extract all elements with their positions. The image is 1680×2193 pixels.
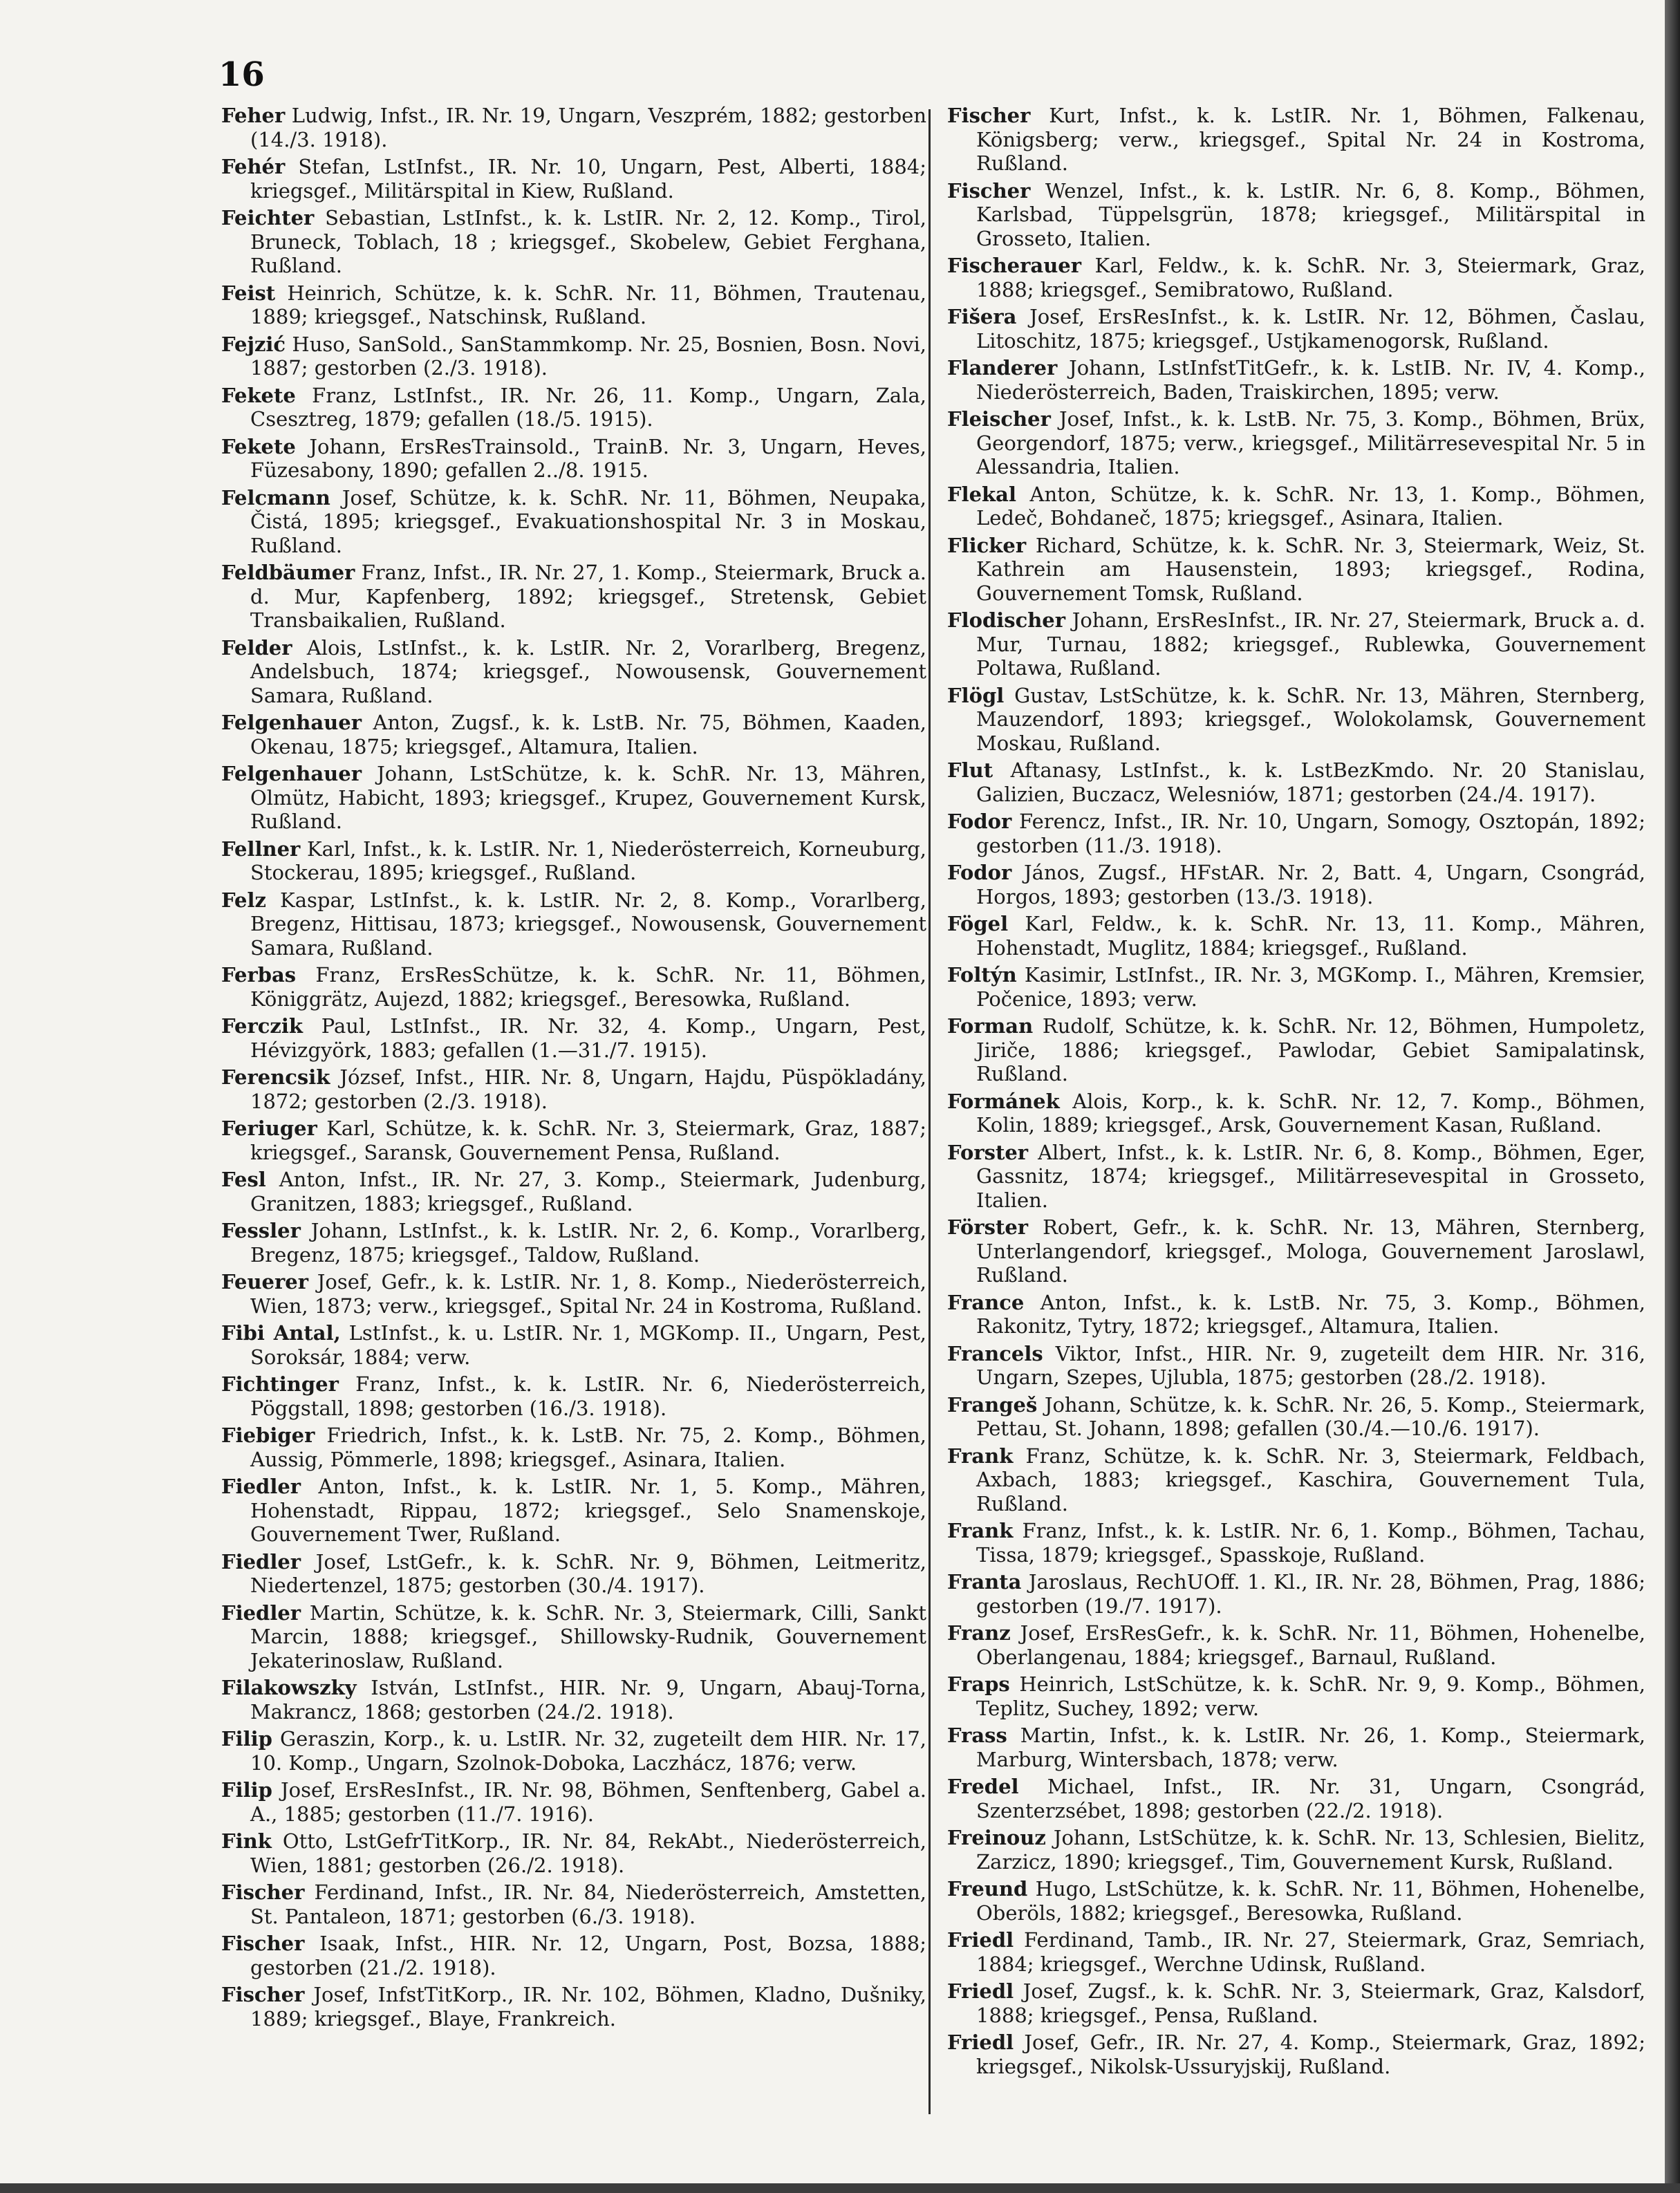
entry-surname: Filip [221,1727,272,1751]
entry-surname: Ferbas [221,963,297,987]
register-entry [221,1727,926,1775]
entry-surname: Ferczik [221,1014,303,1038]
entry-surname: Flodischer [947,608,1066,632]
entry-details: Martin, Schütze, k. k. SchR. Nr. 3, Steiermark, Cilli, Sankt Marcin, 1888; kriegsgef., Shillowsky-Rudnik, Gouvernement Jekaterinoslaw, Rußland. [250,1601,926,1672]
entry-details: Josef, ErsResInfst., IR. Nr. 98, Böhmen, Senftenberg, Gabel a. A., 1885; gestorben (11./7. 1916). [250,1778,926,1826]
register-entry [221,1983,926,2031]
entry-surname: Feuerer [221,1270,308,1294]
entry-surname: Foltýn [947,963,1017,987]
entry-details: Josef, Gefr., k. k. LstIR. Nr. 1, 8. Komp., Niederösterreich, Wien, 1873; verw., kriegsgef., Spital Nr. 24 in Kostroma, Rußland. [250,1270,926,1318]
register-entry [947,912,1645,960]
register-entry [947,104,1645,176]
entry-details: József, Infst., HIR. Nr. 8, Ungarn, Hajdu, Püspökladány, 1872; gestorben (2./3. 1918). [250,1065,926,1113]
entry-details: Isaak, Infst., HIR. Nr. 12, Ungarn, Post, Bozsa, 1888; gestorben (21./2. 1918). [250,1932,926,1979]
entry-surname: Flicker [947,533,1027,557]
entry-details: Alois, LstInfst., k. k. LstIR. Nr. 2, Vorarlberg, Bregenz, Andelsbuch, 1874; kriegsgef., Nowousensk, Gouvernement Samara, Rußland. [250,635,926,707]
register-entry [947,1090,1645,1137]
register-entry [947,1672,1645,1720]
entry-details: Gustav, LstSchütze, k. k. SchR. Nr. 13, Mähren, Sternberg, Mauzendorf, 1893; kriegsgef., Wolokolamsk, Gouvernement Moskau, Rußland. [976,683,1645,755]
entry-surname: Felcmann [221,485,330,510]
register-entry [221,155,926,203]
register-entry [947,1826,1645,1874]
entry-details: Karl, Feldw., k. k. SchR. Nr. 13, 11. Komp., Mähren, Hohenstadt, Muglitz, 1884; kriegsgef., Rußland. [976,912,1645,960]
entry-surname: Fiedler [221,1475,301,1498]
entry-details: Anton, Infst., IR. Nr. 27, 3. Komp., Steiermark, Judenburg, Granitzen, 1883; kriegsgef., Rußland. [250,1168,926,1215]
entry-details: Johann, LstSchütze, k. k. SchR. Nr. 13, Schlesien, Bielitz, Zarzicz, 1890; kriegsgef., Tim, Gouvernement Kursk, Rußland. [976,1826,1645,1874]
entry-details: Wenzel, Infst., k. k. LstIR. Nr. 6, 8. Komp., Böhmen, Karlsbad, Tüppelsgrün, 1878; kriegsgef., Militärspital in Grosseto, Italien. [976,178,1645,250]
entry-details: Josef, ErsResInfst., k. k. LstIR. Nr. 12, Böhmen, Časlau, Litoschitz, 1875; kriegsgef., Ustjkamenogorsk, Rußland. [976,305,1645,353]
register-entry [221,1932,926,1979]
entry-surname: Forman [947,1014,1034,1038]
entry-details: Johann, Schütze, k. k. SchR. Nr. 26, 5. Komp., Steiermark, Pettau, St. Johann, 1898; gefallen (30./4.—10./6. 1917). [976,1392,1645,1440]
entry-surname: Fellner [221,837,301,861]
entry-details: Alois, Korp., k. k. SchR. Nr. 12, 7. Komp., Böhmen, Kolin, 1889; kriegsgef., Arsk, Gouvernement Kasan, Rußland. [976,1089,1645,1137]
entry-surname: Fischerauer [947,254,1082,277]
register-entry [947,1877,1645,1925]
register-entry [947,1342,1645,1390]
entry-surname: Fekete [221,383,296,407]
entry-details: Hugo, LstSchütze, k. k. SchR. Nr. 11, Böhmen, Hohenelbe, Oberöls, 1882; kriegsgef., Beresowka, Rußland. [976,1877,1645,1925]
register-entry [947,810,1645,857]
entry-details: Josef, InfstTitKorp., IR. Nr. 102, Böhmen, Kladno, Dušniky, 1889; kriegsgef., Blaye, Frankreich. [250,1983,926,2031]
entry-surname: Flekal [947,482,1016,506]
register-entry [221,762,926,834]
entry-surname: Forster [947,1140,1029,1164]
entry-surname: Fink [221,1829,272,1853]
entry-surname: Fraps [947,1672,1010,1696]
register-entry [221,1424,926,1471]
register-entry [947,608,1645,680]
register-entry [221,1676,926,1724]
register-entry [947,963,1645,1011]
entry-details: Josef, LstGefr., k. k. SchR. Nr. 9, Böhmen, Leitmeritz, Niedertenzel, 1875; gestorben (30./4. 1917). [250,1549,926,1597]
entry-surname: Feichter [221,206,315,230]
entry-surname: Fischer [221,1932,305,1955]
entry-details: Kasimir, LstInfst., IR. Nr. 3, MGKomp. I., Mähren, Kremsier, Počenice, 1893; verw. [976,963,1645,1011]
register-entry [221,333,926,380]
entry-surname: Fesl [221,1168,266,1191]
register-entry [947,1141,1645,1213]
register-entry [947,1928,1645,1976]
register-entry [947,179,1645,251]
entry-surname: Fögel [947,912,1009,935]
entry-surname: Feist [221,281,276,305]
entry-details: Viktor, Infst., HIR. Nr. 9, zugeteilt dem HIR. Nr. 316, Ungarn, Szepes, Ujlubla, 1875; gestorben (28./2. 1918). [976,1341,1645,1389]
entry-details: Karl, Feldw., k. k. SchR. Nr. 3, Steiermark, Graz, 1888; kriegsgef., Semibratowo, Rußland. [976,254,1645,301]
entry-details: Johann, ErsResTrainsold., TrainB. Nr. 3, Ungarn, Heves, Füzesabony, 1890; gefallen 2../8. 1915. [250,434,926,482]
register-entry [947,534,1645,606]
register-entry [221,888,926,960]
entry-details: LstInfst., k. u. LstIR. Nr. 1, MGKomp. II., Ungarn, Pest, Soroksár, 1884; verw. [250,1321,926,1369]
register-entry [221,1321,926,1369]
entry-details: Sebastian, LstInfst., k. k. LstIR. Nr. 2, 12. Komp., Tirol, Bruneck, Toblach, 18 ; kriegsgef., Skobelew, Gebiet Ferghana, Rußland. [250,206,926,277]
entry-details: Albert, Infst., k. k. LstIR. Nr. 6, 8. Komp., Böhmen, Eger, Gassnitz, 1874; kriegsgef., Militärresevespital in Grosseto, Italien. [976,1140,1645,1212]
entry-details: Kurt, Infst., k. k. LstIR. Nr. 1, Böhmen, Falkenau, Königsberg; verw., kriegsgef., Spital Nr. 24 in Kostroma, Rußland. [976,104,1645,175]
entry-details: Josef, Schütze, k. k. SchR. Nr. 11, Böhmen, Neupaka, Čistá, 1895; kriegsgef., Evakuationshospital Nr. 3 in Moskau, Rußland. [250,485,926,557]
entry-details: Johann, LstInfst., k. k. LstIR. Nr. 2, 6. Komp., Vorarlberg, Bregenz, 1875; kriegsgef., Taldow, Rußland. [250,1219,926,1267]
entry-details: Franz, Infst., IR. Nr. 27, 1. Komp., Steiermark, Bruck a. d. Mur, Kapfenberg, 1892; kriegsgef., Stretensk, Gebiet Transbaikalien, Rußland. [250,561,926,632]
register-entry [947,1570,1645,1618]
register-entry [947,1215,1645,1287]
entry-surname: Francels [947,1341,1043,1365]
entry-details: Otto, LstGefrTitKorp., IR. Nr. 84, RekAbt., Niederösterreich, Wien, 1881; gestorben (26./2. 1918). [250,1829,926,1877]
entry-details: István, LstInfst., HIR. Nr. 9, Ungarn, Abauj-Torna, Makrancz, 1868; gestorben (24./2. 1918). [250,1676,926,1724]
register-entry [947,2031,1645,2078]
entry-surname: Frass [947,1724,1007,1747]
entry-details: Huso, SanSold., SanStammkomp. Nr. 25, Bosnien, Bosn. Novi, 1887; gestorben (2./3. 1918). [250,332,926,380]
entry-details: Franz, ErsResSchütze, k. k. SchR. Nr. 11, Böhmen, Königgrätz, Aujezd, 1882; kriegsgef., Beresowka, Rußland. [250,963,926,1011]
scan-edge-right [1665,0,1680,2193]
entry-details: Heinrich, LstSchütze, k. k. SchR. Nr. 9, 9. Komp., Böhmen, Teplitz, Suchey, 1892; verw. [976,1672,1645,1720]
entry-details: Ferdinand, Infst., IR. Nr. 84, Niederösterreich, Amstetten, St. Pantaleon, 1871; gestorben (6./3. 1918). [250,1881,926,1928]
entry-surname: Felgenhauer [221,762,362,785]
register-entry [947,305,1645,353]
register-entry [947,407,1645,479]
register-entry [947,758,1645,806]
entry-surname: Fišera [947,305,1017,328]
entry-details: Anton, Schütze, k. k. SchR. Nr. 13, 1. Komp., Böhmen, Ledeč, Bohdaneč, 1875; kriegsgef., Asinara, Italien. [976,482,1645,530]
entry-details: Karl, Schütze, k. k. SchR. Nr. 3, Steiermark, Graz, 1887; kriegsgef., Saransk, Gouvernement Pensa, Rußland. [250,1117,926,1164]
right-column [947,104,1645,2082]
register-entry [221,384,926,431]
entry-surname: Flanderer [947,356,1058,380]
page-number: 16 [218,55,265,94]
register-entry [947,1291,1645,1338]
register-entry [947,861,1645,908]
entry-surname: Fiedler [221,1601,301,1625]
entry-details: Geraszin, Korp., k. u. LstIR. Nr. 32, zugeteilt dem HIR. Nr. 17, 10. Komp., Ungarn, Szolnok-Doboka, Laczhácz, 1876; verw. [250,1727,926,1775]
entry-surname: Felgenhauer [221,711,362,734]
entry-surname: Friedl [947,1979,1014,2003]
entry-surname: Feldbäumer [221,561,355,584]
entry-surname: Franta [947,1570,1022,1594]
register-entry [221,1601,926,1673]
register-entry [221,561,926,633]
entry-surname: Fischer [947,104,1031,127]
entry-details: Johann, ErsResInfst., IR. Nr. 27, Steiermark, Bruck a. d. Mur, Turnau, 1882; kriegsgef., Rublewka, Gouvernement Poltawa, Rußland. [976,608,1645,680]
register-entry [221,636,926,708]
register-entry [221,1372,926,1420]
entry-details: Richard, Schütze, k. k. SchR. Nr. 3, Steiermark, Weiz, St. Kathrein am Hausenstein, 1893; kriegsgef., Rodina, Gouvernement Tomsk, Rußland. [976,533,1645,605]
entry-surname: Fodor [947,810,1012,833]
left-column [221,104,926,2034]
entry-details: Anton, Infst., k. k. LstB. Nr. 75, 3. Komp., Böhmen, Rakonitz, Tytry, 1872; kriegsgef., Altamura, Italien. [976,1290,1645,1338]
entry-details: Franz, LstInfst., IR. Nr. 26, 11. Komp., Ungarn, Zala, Csesztreg, 1879; gefallen (18./5. 1915). [250,383,926,431]
register-entry [221,837,926,885]
entry-details: Johann, LstSchütze, k. k. SchR. Nr. 13, Mähren, Olmütz, Habicht, 1893; kriegsgef., Krupez, Gouvernement Kursk, Rußland. [250,762,926,833]
entry-details: Franz, Infst., k. k. LstIR. Nr. 6, Niederösterreich, Pöggstall, 1898; gestorben (16./3. 1918). [250,1372,926,1420]
register-entry [221,1829,926,1877]
register-entry [221,206,926,278]
register-entry [221,1550,926,1598]
entry-surname: Fischer [221,1983,305,2006]
entry-surname: Fejzić [221,332,286,356]
entry-details: Ferencz, Infst., IR. Nr. 10, Ungarn, Somogy, Osztopán, 1892; gestorben (11./3. 1918). [976,810,1645,857]
entry-surname: Fekete [221,434,296,458]
entry-surname: Frank [947,1444,1014,1468]
entry-surname: Fibi Antal, [221,1321,341,1345]
entry-surname: Förster [947,1215,1029,1239]
entry-details: Karl, Infst., k. k. LstIR. Nr. 1, Niederösterreich, Korneuburg, Stockerau, 1895; kriegsgef., Rußland. [250,837,926,884]
entry-surname: Fleischer [947,407,1051,431]
register-entry [221,1065,926,1113]
entry-surname: Fichtinger [221,1372,339,1396]
entry-surname: Felder [221,635,292,660]
entry-details: Robert, Gefr., k. k. SchR. Nr. 13, Mähren, Sternberg, Unterlangendorf, kriegsgef., Mologa, Gouvernement Jaroslawl, Rußland. [976,1215,1645,1287]
entry-details: Martin, Infst., k. k. LstIR. Nr. 26, 1. Komp., Steiermark, Marburg, Wintersbach, 1878; verw. [976,1724,1645,1771]
scan-edge-bottom [0,2183,1680,2193]
register-entry [947,483,1645,530]
register-entry [947,1979,1645,2027]
register-entry [947,1775,1645,1822]
register-entry [947,1724,1645,1771]
entry-surname: Fischer [221,1881,305,1904]
register-entry [221,1778,926,1826]
entry-surname: Flut [947,758,993,782]
register-entry [947,1014,1645,1086]
register-entry [221,1014,926,1062]
entry-surname: Frangeš [947,1392,1038,1417]
entry-surname: Fiebiger [221,1424,315,1447]
register-entry [221,1881,926,1928]
entry-details: Stefan, LstInfst., IR. Nr. 10, Ungarn, Pest, Alberti, 1884; kriegsgef., Militärspital in Kiew, Rußland. [250,155,926,203]
entry-surname: Fiedler [221,1549,301,1574]
register-entry [221,1117,926,1164]
entry-surname: France [947,1290,1025,1314]
entry-surname: Fischer [947,178,1031,203]
register-entry [221,1168,926,1215]
entry-details: Anton, Infst., k. k. LstIR. Nr. 1, 5. Komp., Mähren, Hohenstadt, Rippau, 1872; kriegsgef., Selo Snamenskoje, Gouvernement Twer, Rußland. [250,1475,926,1546]
entry-details: Johann, LstInfstTitGefr., k. k. LstIB. Nr. IV, 4. Komp., Niederösterreich, Baden, Traiskirchen, 1895; verw. [976,356,1645,404]
entry-surname: Formánek [947,1089,1060,1113]
entry-details: Kaspar, LstInfst., k. k. LstIR. Nr. 2, 8. Komp., Vorarlberg, Bregenz, Hittisau, 1873; kriegsgef., Nowousensk, Gouvernement Samara, Rußland. [250,888,926,960]
register-entry [947,1444,1645,1516]
entry-surname: Friedl [947,2031,1014,2054]
register-entry [221,1475,926,1547]
entry-surname: Fessler [221,1219,301,1242]
entry-details: Aftanasy, LstInfst., k. k. LstBezKmdo. Nr. 20 Stanislau, Galizien, Buczacz, Welesniów, 1871; gestorben (24./4. 1917). [976,758,1645,806]
entry-surname: Fehér [221,155,286,178]
register-entry [221,486,926,558]
register-entry [221,1219,926,1267]
register-entry [221,1270,926,1318]
entry-details: Heinrich, Schütze, k. k. SchR. Nr. 11, Böhmen, Trautenau, 1889; kriegsgef., Natschinsk, Rußland. [250,281,926,328]
entry-surname: Freund [947,1877,1028,1901]
register-entry [221,104,926,151]
register-entry [221,963,926,1011]
column-divider [928,109,931,2114]
entry-surname: Fodor [947,861,1012,884]
entry-details: Franz, Infst., k. k. LstIR. Nr. 6, 1. Komp., Böhmen, Tachau, Tissa, 1879; kriegsgef., Spasskoje, Rußland. [976,1519,1645,1567]
entry-details: Josef, Gefr., IR. Nr. 27, 4. Komp., Steiermark, Graz, 1892; kriegsgef., Nikolsk-Ussuryjskij, Rußland. [976,2031,1645,2078]
entry-details: Michael, Infst., IR. Nr. 31, Ungarn, Csongrád, Szenterzsébet, 1898; gestorben (22./2. 1918). [976,1775,1645,1822]
entry-surname: Felz [221,888,266,912]
entry-details: Ferdinand, Tamb., IR. Nr. 27, Steiermark, Graz, Semriach, 1884; kriegsgef., Werchne Udinsk, Rußland. [976,1928,1645,1976]
entry-details: Josef, Infst., k. k. LstB. Nr. 75, 3. Komp., Böhmen, Brüx, Georgendorf, 1875; verw., kriegsgef., Militärresevespital Nr. 5 in Alessandria, Italien. [976,407,1645,478]
entry-surname: Flögl [947,683,1005,707]
entry-details: Jaroslaus, RechUOff. 1. Kl., IR. Nr. 28, Böhmen, Prag, 1886; gestorben (19./7. 1917). [976,1570,1645,1618]
register-entry [947,254,1645,301]
entry-details: Franz, Schütze, k. k. SchR. Nr. 3, Steiermark, Feldbach, Axbach, 1883; kriegsgef., Kaschira, Gouvernement Tula, Rußland. [976,1444,1645,1515]
register-entry [221,711,926,758]
entry-surname: Frank [947,1519,1014,1542]
entry-surname: Fredel [947,1775,1019,1798]
entry-details: Josef, Zugsf., k. k. SchR. Nr. 3, Steiermark, Graz, Kalsdorf, 1888; kriegsgef., Pensa, Rußland. [976,1979,1645,2027]
entry-surname: Freinouz [947,1826,1046,1849]
entry-details: János, Zugsf., HFstAR. Nr. 2, Batt. 4, Ungarn, Csongrád, Horgos, 1893; gestorben (13./3. 1918). [976,861,1645,908]
entry-details: Paul, LstInfst., IR. Nr. 32, 4. Komp., Ungarn, Pest, Hévizgyörk, 1883; gefallen (1.—31./7. 1915). [250,1014,926,1062]
entry-details: Ludwig, Infst., IR. Nr. 19, Ungarn, Veszprém, 1882; gestorben (14./3. 1918). [250,104,926,151]
register-entry [947,1621,1645,1669]
entry-surname: Franz [947,1621,1011,1645]
register-entry [947,1519,1645,1567]
register-entry [947,1393,1645,1441]
entry-surname: Filip [221,1778,272,1802]
register-entry [221,435,926,483]
entry-details: Rudolf, Schütze, k. k. SchR. Nr. 12, Böhmen, Humpoletz, Jiriče, 1886; kriegsgef., Pawlodar, Gebiet Samipalatinsk, Rußland. [976,1014,1645,1085]
register-entry [221,281,926,329]
entry-details: Friedrich, Infst., k. k. LstB. Nr. 75, 2. Komp., Böhmen, Aussig, Pömmerle, 1898; kriegsgef., Asinara, Italien. [250,1424,926,1471]
entry-surname: Ferencsik [221,1065,330,1089]
register-entry [947,356,1645,404]
register-entry [947,684,1645,756]
entry-surname: Feher [221,104,286,127]
entry-surname: Feriuger [221,1117,317,1140]
entry-surname: Friedl [947,1928,1014,1952]
entry-details: Josef, ErsResGefr., k. k. SchR. Nr. 11, Böhmen, Hohenelbe, Oberlangenau, 1884; kriegsgef., Barnaul, Rußland. [976,1621,1645,1669]
entry-details: Anton, Zugsf., k. k. LstB. Nr. 75, Böhmen, Kaaden, Okenau, 1875; kriegsgef., Altamura, Italien. [250,711,926,758]
entry-surname: Filakowszky [221,1676,357,1699]
